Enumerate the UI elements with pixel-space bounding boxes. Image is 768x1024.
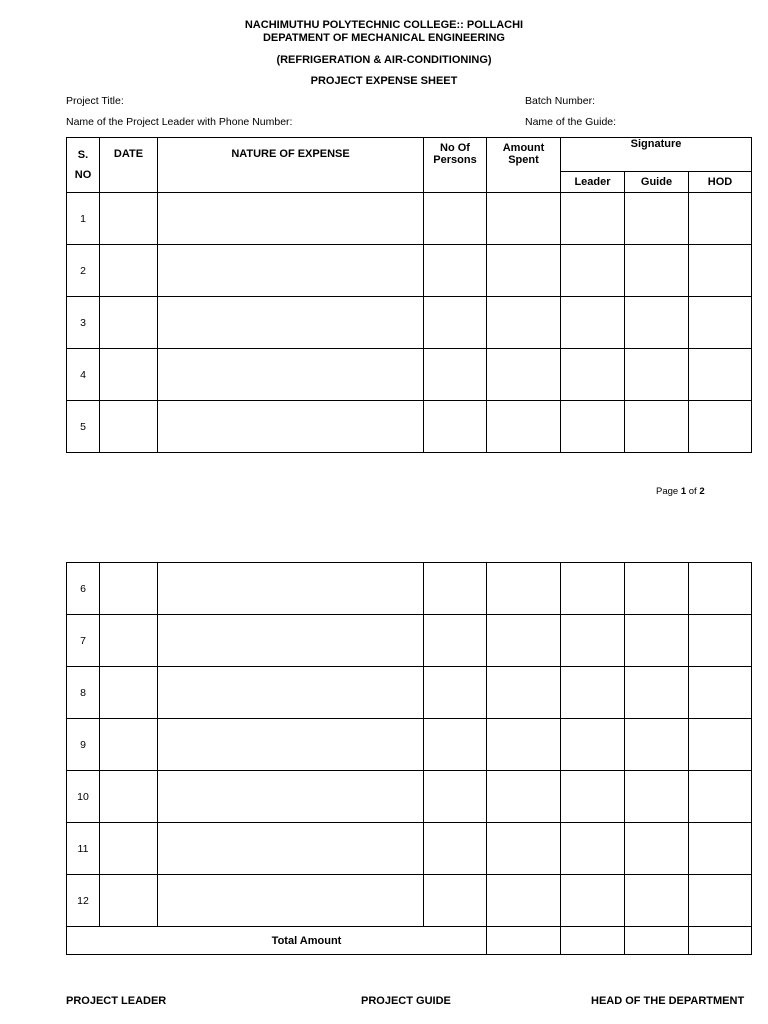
amount-cell[interactable] (487, 667, 561, 719)
col-persons-line1: No Of (440, 142, 470, 154)
expense-table-page1 (66, 137, 752, 453)
table-row (67, 349, 752, 401)
nature-cell[interactable] (158, 245, 424, 297)
leader-sign-cell[interactable] (561, 245, 625, 297)
hod-sign-cell[interactable] (689, 667, 752, 719)
col-sno-header (67, 138, 100, 193)
hod-sign-cell[interactable] (689, 193, 752, 245)
sno-cell: 7 (67, 615, 100, 667)
leader-sign-cell[interactable] (561, 401, 625, 453)
leader-sign-cell[interactable] (561, 823, 625, 875)
table-row (67, 245, 752, 297)
persons-cell[interactable] (424, 875, 487, 927)
department-name: DEPATMENT OF MECHANICAL ENGINEERING (262, 32, 505, 44)
total-row (67, 927, 752, 955)
guide-sign-cell[interactable] (625, 771, 689, 823)
hod-sign-cell[interactable] (689, 401, 752, 453)
persons-cell[interactable] (424, 245, 487, 297)
sno-cell: 4 (67, 349, 100, 401)
persons-cell[interactable] (424, 401, 487, 453)
hod-sign-cell[interactable] (689, 875, 752, 927)
amount-cell[interactable] (487, 349, 561, 401)
nature-cell[interactable] (158, 719, 424, 771)
col-signature-header: Signature (561, 138, 752, 172)
guide-sign-cell[interactable] (625, 563, 689, 615)
guide-name-label: Name of the Guide: (525, 116, 617, 128)
col-hod-header: HOD (689, 172, 752, 193)
nature-cell[interactable] (158, 875, 424, 927)
sno-cell: 3 (67, 297, 100, 349)
footer-project-guide: PROJECT GUIDE (361, 995, 451, 1007)
date-cell[interactable] (100, 875, 158, 927)
col-amount-line2: Spent (508, 154, 539, 166)
table-row (67, 297, 752, 349)
col-nature-header: NATURE OF EXPENSE (158, 138, 424, 193)
amount-cell[interactable] (487, 297, 561, 349)
sno-cell: 1 (67, 193, 100, 245)
persons-cell[interactable] (424, 563, 487, 615)
sno-cell: 12 (67, 875, 100, 927)
persons-cell[interactable] (424, 193, 487, 245)
sno-cell: 5 (67, 401, 100, 453)
amount-cell[interactable] (487, 875, 561, 927)
footer-hod: HEAD OF THE DEPARTMENT (591, 995, 745, 1007)
hod-sign-cell[interactable] (689, 563, 752, 615)
page-of: of (688, 486, 697, 497)
date-cell[interactable] (100, 615, 158, 667)
nature-cell[interactable] (158, 771, 424, 823)
hod-sign-cell[interactable] (689, 771, 752, 823)
date-cell[interactable] (100, 297, 158, 349)
total-leader-cell[interactable] (561, 927, 625, 955)
sno-cell: 6 (67, 563, 100, 615)
col-date-header: DATE (100, 138, 158, 193)
total-amount-label: Total Amount (67, 927, 487, 955)
persons-cell[interactable] (424, 719, 487, 771)
leader-sign-cell[interactable] (561, 349, 625, 401)
guide-sign-cell[interactable] (625, 667, 689, 719)
guide-sign-cell[interactable] (625, 823, 689, 875)
batch-number-label: Batch Number: (525, 95, 596, 107)
total-guide-cell[interactable] (625, 927, 689, 955)
hod-sign-cell[interactable] (689, 719, 752, 771)
amount-cell[interactable] (487, 615, 561, 667)
col-sno-line2: NO (74, 169, 92, 181)
amount-cell[interactable] (487, 401, 561, 453)
nature-cell[interactable] (158, 667, 424, 719)
date-cell[interactable] (100, 401, 158, 453)
table-row (67, 667, 752, 719)
date-cell[interactable] (100, 719, 158, 771)
col-amount-header (487, 138, 561, 193)
persons-cell[interactable] (424, 667, 487, 719)
page-total: 2 (699, 486, 705, 497)
nature-cell[interactable] (158, 297, 424, 349)
nature-cell[interactable] (158, 823, 424, 875)
guide-sign-cell[interactable] (625, 615, 689, 667)
leader-sign-cell[interactable] (561, 297, 625, 349)
hod-sign-cell[interactable] (689, 297, 752, 349)
date-cell[interactable] (100, 349, 158, 401)
amount-cell[interactable] (487, 823, 561, 875)
date-cell[interactable] (100, 771, 158, 823)
table-row (67, 771, 752, 823)
col-sno-line1: S. (77, 149, 89, 161)
sno-cell: 11 (67, 823, 100, 875)
page-current: 1 (680, 486, 687, 497)
leader-sign-cell[interactable] (561, 667, 625, 719)
date-cell[interactable] (100, 563, 158, 615)
guide-sign-cell[interactable] (625, 875, 689, 927)
table-body-page2 (67, 563, 752, 927)
amount-cell[interactable] (487, 771, 561, 823)
guide-sign-cell[interactable] (625, 245, 689, 297)
date-cell[interactable] (100, 667, 158, 719)
col-persons-line2: Persons (433, 154, 477, 166)
col-persons-header (424, 138, 487, 193)
leader-sign-cell[interactable] (561, 875, 625, 927)
date-cell[interactable] (100, 193, 158, 245)
persons-cell[interactable] (424, 823, 487, 875)
nature-cell[interactable] (158, 563, 424, 615)
total-amount-cell[interactable] (487, 927, 561, 955)
guide-sign-cell[interactable] (625, 401, 689, 453)
persons-cell[interactable] (424, 771, 487, 823)
sheet-title: PROJECT EXPENSE SHEET (310, 75, 458, 87)
table-row (67, 563, 752, 615)
sno-cell: 10 (67, 771, 100, 823)
date-cell[interactable] (100, 823, 158, 875)
persons-cell[interactable] (424, 615, 487, 667)
hod-sign-cell[interactable] (689, 349, 752, 401)
expense-table-page2 (66, 562, 752, 955)
table-row (67, 193, 752, 245)
guide-sign-cell[interactable] (625, 349, 689, 401)
table-row (67, 875, 752, 927)
page-prefix: Page (656, 486, 679, 497)
leader-phone-label: Name of the Project Leader with Phone Number: (66, 116, 293, 128)
sno-cell: 9 (67, 719, 100, 771)
college-name: NACHIMUTHU POLYTECHNIC COLLEGE:: POLLACHI (244, 19, 524, 31)
guide-sign-cell[interactable] (625, 297, 689, 349)
branch-name: (REFRIGERATION & AIR-CONDITIONING) (276, 54, 492, 66)
project-title-label: Project Title: (66, 95, 124, 107)
persons-cell[interactable] (424, 297, 487, 349)
col-leader-header: Leader (561, 172, 625, 193)
hod-sign-cell[interactable] (689, 823, 752, 875)
persons-cell[interactable] (424, 349, 487, 401)
table-body-page1 (67, 193, 752, 453)
col-amount-line1: Amount (502, 142, 545, 154)
nature-cell[interactable] (158, 349, 424, 401)
col-guide-header: Guide (625, 172, 689, 193)
date-cell[interactable] (100, 245, 158, 297)
page-number (656, 486, 705, 497)
total-hod-cell[interactable] (689, 927, 752, 955)
guide-sign-cell[interactable] (625, 193, 689, 245)
footer-project-leader: PROJECT LEADER (66, 995, 167, 1007)
table-row (67, 719, 752, 771)
amount-cell[interactable] (487, 245, 561, 297)
leader-sign-cell[interactable] (561, 563, 625, 615)
nature-cell[interactable] (158, 615, 424, 667)
sno-cell: 8 (67, 667, 100, 719)
amount-cell[interactable] (487, 193, 561, 245)
amount-cell[interactable] (487, 563, 561, 615)
nature-cell[interactable] (158, 401, 424, 453)
nature-cell[interactable] (158, 193, 424, 245)
leader-sign-cell[interactable] (561, 719, 625, 771)
leader-sign-cell[interactable] (561, 193, 625, 245)
table-row (67, 823, 752, 875)
leader-sign-cell[interactable] (561, 615, 625, 667)
table-row (67, 615, 752, 667)
hod-sign-cell[interactable] (689, 245, 752, 297)
guide-sign-cell[interactable] (625, 719, 689, 771)
hod-sign-cell[interactable] (689, 615, 752, 667)
leader-sign-cell[interactable] (561, 771, 625, 823)
amount-cell[interactable] (487, 719, 561, 771)
sno-cell: 2 (67, 245, 100, 297)
table-row (67, 401, 752, 453)
